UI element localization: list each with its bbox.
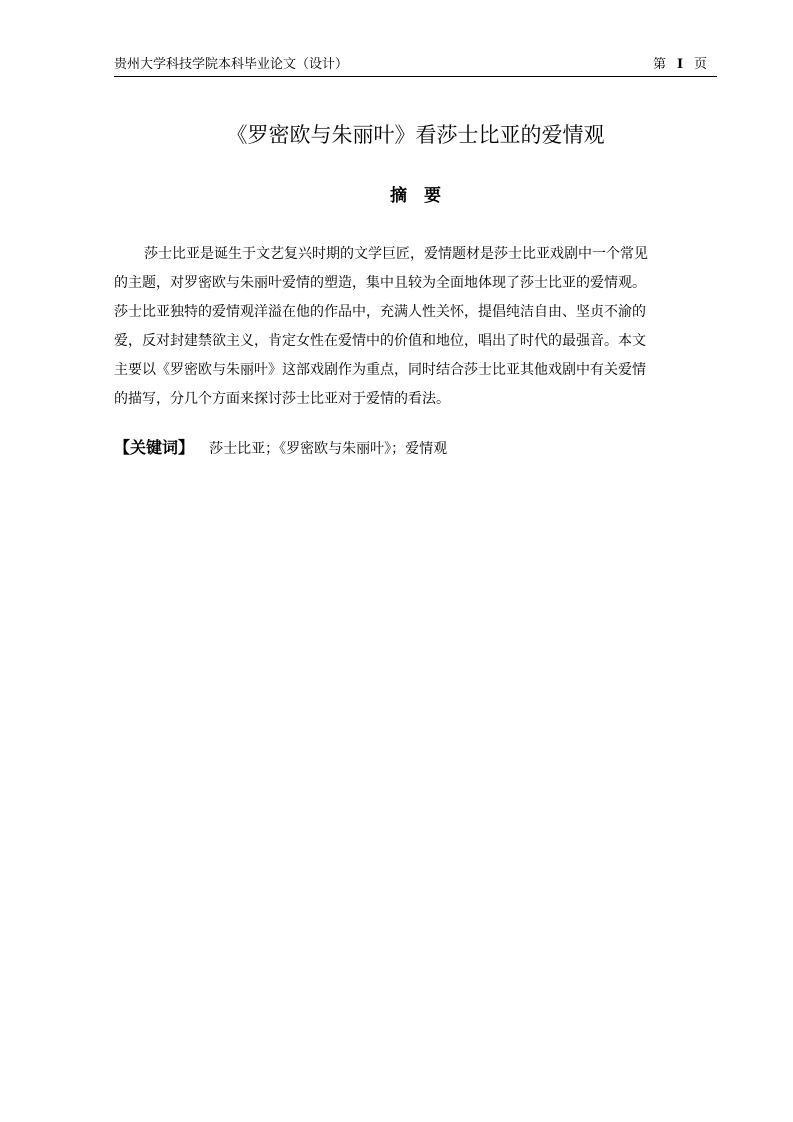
abstract-line: 莎士比亚独特的爱情观洋溢在他的作品中，充满人性关怀，提倡纯洁自由、坚贞不渝的 (114, 304, 646, 320)
header-page-indicator (653, 56, 707, 74)
keywords-section (114, 435, 717, 461)
abstract-line: 主要以《罗密欧与朱丽叶》这部戏剧作为重点，同时结合莎士比亚其他戏剧中有关爱情 (114, 362, 646, 378)
abstract-heading: 摘 要 (390, 186, 441, 206)
abstract-line: 莎士比亚是诞生于文艺复兴时期的文学巨匠，爱情题材是莎士比亚戏剧中一个常见 (144, 246, 648, 262)
header-university-title: 贵州大学科技学院本科毕业论文（设计） (114, 57, 349, 72)
abstract-line: 爱，反对封建禁欲主义，肯定女性在爱情中的价值和地位，唱出了时代的最强音。本文 (114, 333, 646, 349)
abstract-body (114, 240, 717, 414)
page-header (114, 56, 717, 77)
abstract-line: 的描写，分几个方面来探讨莎士比亚对于爱情的看法。 (114, 391, 450, 407)
header-page-suffix: 页 (693, 57, 707, 72)
header-page-prefix: 第 (652, 57, 666, 72)
keywords-label: 【关键词】 (114, 438, 195, 457)
header-page-number: I (676, 57, 684, 72)
keywords-value: 莎士比亚；《罗密欧与朱丽叶》；爱情观 (209, 441, 448, 457)
abstract-line: 的主题，对罗密欧与朱丽叶爱情的塑造，集中且较为全面地体现了莎士比亚的爱情观。 (114, 275, 646, 291)
paper-title: 《罗密欧与朱丽叶》看莎士比亚的爱情观 (226, 123, 605, 147)
